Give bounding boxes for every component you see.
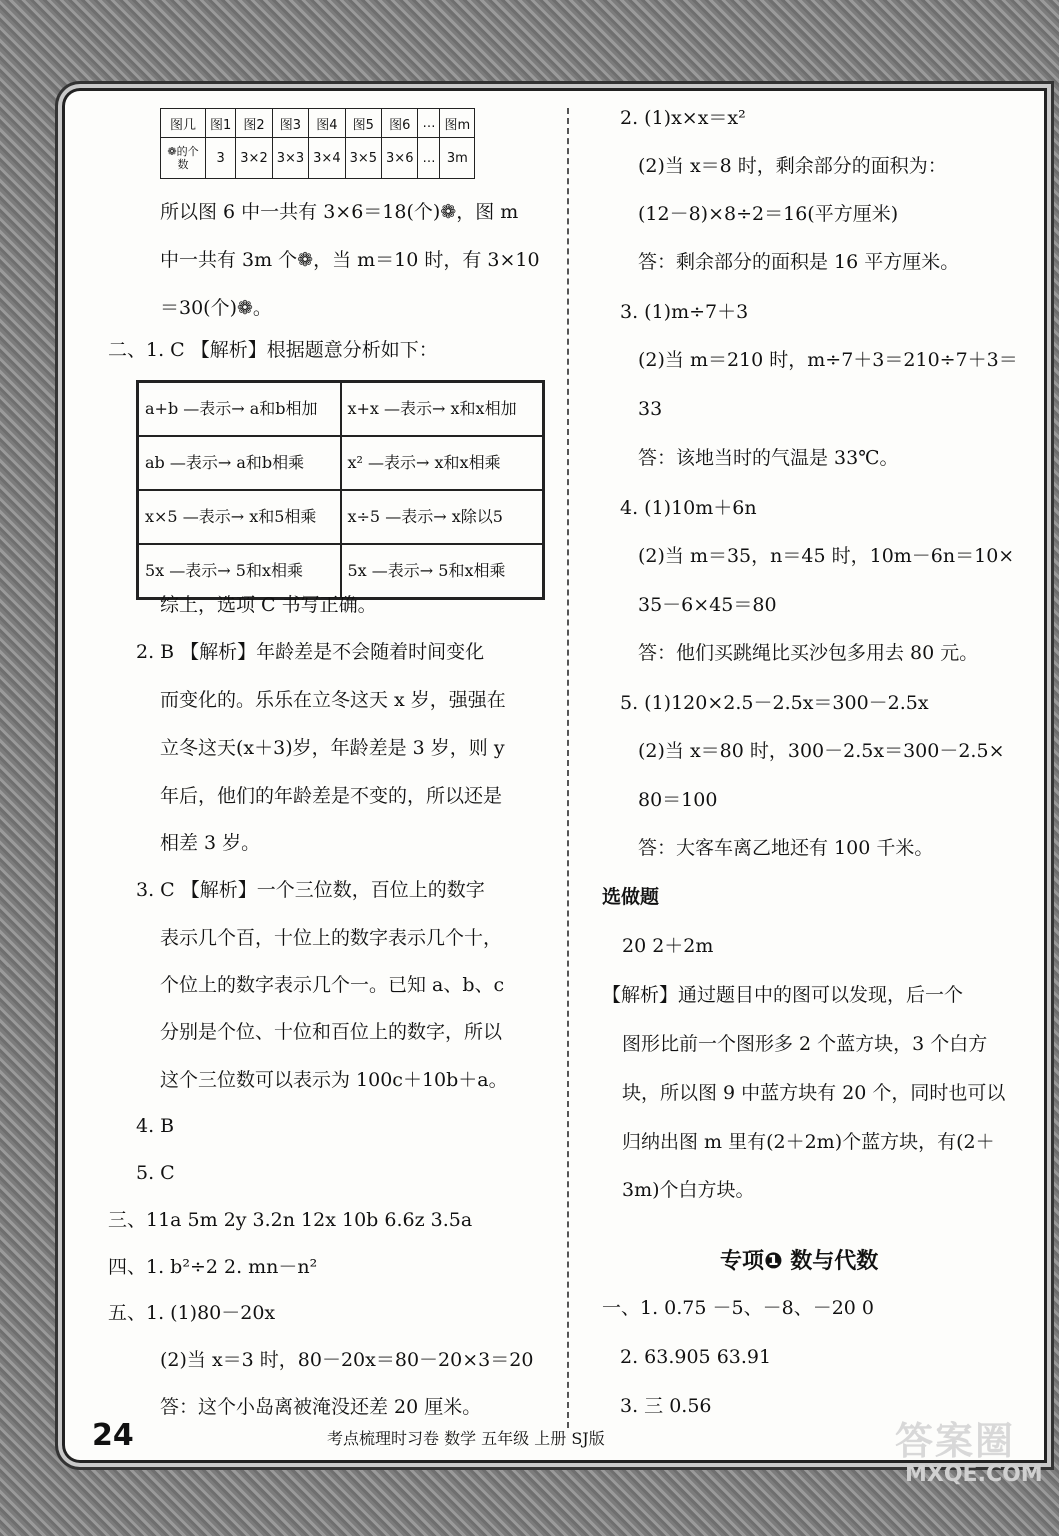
optional-section-heading: 选做题 [602, 886, 660, 908]
table-cell: … [418, 109, 440, 138]
text-line: (2)当 x＝80 时，300－2.5x＝300－2.5× [638, 740, 1005, 762]
text-line: 2. (1)x×x＝x² [620, 107, 746, 129]
text-line: 答：剩余部分的面积是 16 平方厘米。 [638, 251, 960, 273]
text-line: 【解析】通过题目中的图可以发现，后一个 [602, 984, 964, 1006]
text-line: 立冬这天(x＋3)岁，年龄差是 3 岁，则 y [160, 737, 505, 759]
text-line: 分别是个位、十位和百位上的数字，所以 [160, 1021, 503, 1043]
text-line: 块，所以图 9 中蓝方块有 20 个，同时也可以 [622, 1082, 1006, 1104]
text-line: 表示几个百，十位上的数字表示几个十， [160, 927, 503, 949]
text-line: 图形比前一个图形多 2 个蓝方块，3 个白方 [622, 1033, 988, 1055]
figure-count-table [160, 108, 475, 179]
text-line: 2. B 【解析】年龄差是不会随着时间变化 [136, 641, 485, 663]
text-line: 答：该地当时的气温是 33℃。 [638, 447, 899, 469]
text-line: 5. C [136, 1162, 175, 1184]
question-heading: 二、1. C 【解析】根据题意分析如下： [108, 339, 438, 361]
table-cell: 3 [206, 138, 236, 179]
answer-page [62, 88, 1047, 1463]
table-cell: 3m [440, 138, 475, 179]
text-line: (12－8)×8÷2＝16(平方厘米) [638, 203, 899, 225]
text-line: 3. C 【解析】一个三位数，百位上的数字 [136, 879, 485, 901]
text-line: 80＝100 [638, 789, 718, 811]
table-cell: 图4 [309, 109, 345, 138]
table-cell: 图1 [206, 109, 236, 138]
text-line: 33 [638, 398, 663, 420]
table-cell: 图3 [272, 109, 308, 138]
text-line: 而变化的。乐乐在立冬这天 x 岁，强强在 [160, 689, 506, 711]
text-line: (2)当 m＝210 时，m÷7＋3＝210÷7＋3＝ [638, 349, 1018, 371]
table-cell: 图6 [382, 109, 418, 138]
table-cell: 3×3 [272, 138, 308, 179]
table-cell: 图2 [236, 109, 272, 138]
table-cell: 图几 [161, 109, 206, 138]
text-line: 35－6×45＝80 [638, 594, 777, 616]
text-line: (2)当 x＝3 时，80－20x＝80－20×3＝20 [160, 1349, 534, 1371]
table-header-row [161, 109, 475, 138]
table-cell: 图5 [345, 109, 381, 138]
column-divider [567, 108, 569, 1428]
text-line: 综上，选项 C 书写正确。 [160, 594, 377, 616]
box-cell: ab —表示→ a和b相乘 [138, 436, 341, 490]
table-cell: 图m [440, 109, 475, 138]
text-line: 3m)个白方块。 [622, 1179, 755, 1201]
analysis-box [136, 380, 545, 600]
text-line: 3. 三 0.56 [620, 1395, 712, 1417]
text-line: 所以图 6 中一共有 3×6＝18(个)❁，图 m [160, 201, 519, 223]
box-cell: x² —表示→ x和x相乘 [341, 436, 544, 490]
text-line: (2)当 x＝8 时，剩余部分的面积为： [638, 155, 947, 177]
watermark-url: MXQE.COM [905, 1462, 1043, 1487]
text-line: 个位上的数字表示几个一。已知 a、b、c [160, 974, 505, 996]
text-line: 归纳出图 m 里有(2＋2m)个蓝方块，有(2＋ [622, 1131, 995, 1153]
text-line: (2)当 m＝35，n＝45 时，10m－6n＝10× [638, 545, 1015, 567]
text-line: 中一共有 3m 个❁，当 m＝10 时，有 3×10 [160, 249, 540, 271]
text-line: ＝30(个)❁。 [160, 297, 272, 319]
table-cell: 3×4 [309, 138, 345, 179]
table-row-label: ❁的个数 [161, 138, 206, 179]
box-cell: x÷5 —表示→ x除以5 [341, 490, 544, 544]
text-line: 年后，他们的年龄差是不变的，所以还是 [160, 785, 503, 807]
text-line: 相差 3 岁。 [160, 832, 261, 854]
box-cell: a+b —表示→ a和b相加 [138, 382, 341, 436]
box-cell: 5x —表示→ 5和x相乘 [138, 544, 341, 598]
watermark-logo: 答案圈 [895, 1419, 1016, 1463]
table-cell: … [418, 138, 440, 179]
box-cell: 5x —表示→ 5和x相乘 [341, 544, 544, 598]
text-line: 答：大客车离乙地还有 100 千米。 [638, 837, 934, 859]
text-line: 4. (1)10m＋6n [620, 497, 757, 519]
table-row [161, 138, 475, 179]
text-line: 答：他们买跳绳比买沙包多用去 80 元。 [638, 642, 979, 664]
text-line: 这个三位数可以表示为 100c＋10b＋a。 [160, 1069, 508, 1091]
table-cell: 3×6 [382, 138, 418, 179]
text-line: 3. (1)m÷7＋3 [620, 301, 749, 323]
box-cell: x+x —表示→ x和x相加 [341, 382, 544, 436]
text-line: 三、11a 5m 2y 3.2n 12x 10b 6.6z 3.5a [108, 1209, 473, 1231]
text-line: 一、1. 0.75 －5、－8、－20 0 [602, 1297, 874, 1319]
footer-text: 考点梳理时习卷 数学 五年级 上册 SJ版 [327, 1429, 605, 1448]
page-number: 24 [92, 1418, 134, 1453]
text-line: 4. B [136, 1115, 175, 1137]
box-cell: x×5 —表示→ x和5相乘 [138, 490, 341, 544]
table-cell: 3×2 [236, 138, 272, 179]
text-line: 答：这个小岛离被淹没还差 20 厘米。 [160, 1396, 482, 1418]
section-title: 专项❶ 数与代数 [720, 1249, 879, 1274]
text-line: 四、1. b²÷2 2. mn－n² [108, 1256, 318, 1278]
table-cell: 3×5 [345, 138, 381, 179]
text-line: 2. 63.905 63.91 [620, 1346, 772, 1368]
text-line: 5. (1)120×2.5－2.5x＝300－2.5x [620, 692, 929, 714]
text-line: 五、1. (1)80－20x [108, 1302, 276, 1324]
text-line: 20 2＋2m [622, 935, 714, 957]
